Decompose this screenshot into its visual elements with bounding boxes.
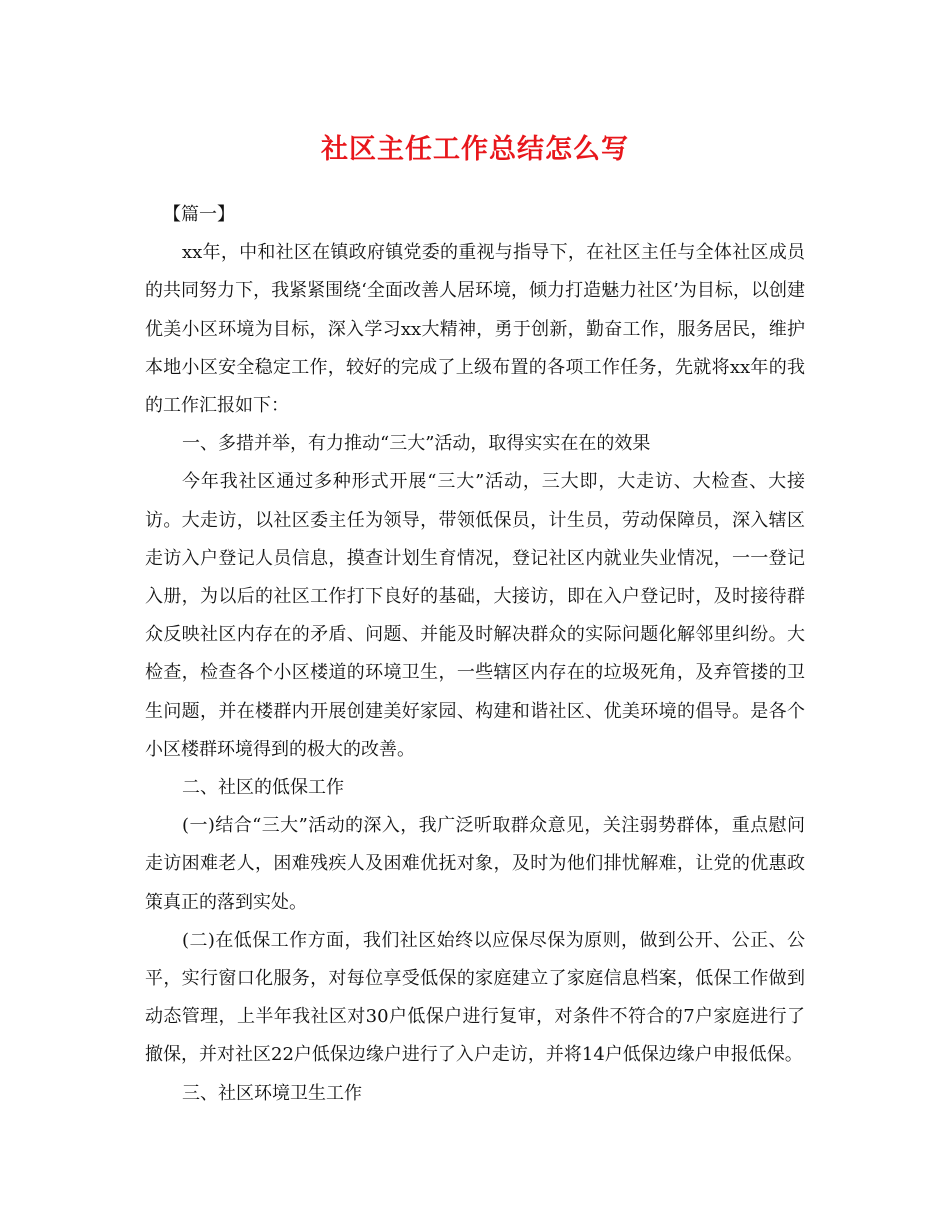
paragraph-subsistence-1: (一)结合“三大”活动的深入，我广泛听取群众意见，关注弱势群体，重点慰问走访困难老人，困难残疾人及困难优抚对象，及时为他们排忧解难，让党的优惠政策真正的落到实处。 <box>145 815 805 913</box>
heading-section-1: 一、多措并举，有力推动“三大”活动，取得实实在在的效果 <box>182 433 651 455</box>
paragraph-intro: xx年，中和社区在镇政府镇党委的重视与指导下，在社区主任与全体社区成员的共同努力下，我紧紧围绕‘全面改善人居环境，倾力打造魅力社区’为目标，以创建优美小区环境为目标，深入学习xx大精神，勇于创新，勤奋工作，服务居民，维护本地小区安全稳定工作，较好的完成了上级布置的各项工作任务，先就将xx年的我的工作汇报如下： <box>145 242 805 417</box>
paragraph-subsistence-2: (二)在低保工作方面，我们社区始终以应保尽保为原则，做到公开、公正、公平，实行窗口化服务，对每位享受低保的家庭建立了家庭信息档案，低保工作做到动态管理，上半年我社区对30户低保户进行复审，对条件不符合的7户家庭进行了撤保，并对社区22户低保边缘户进行了入户走访，并将14户低保边缘户申报低保。 <box>145 929 805 1066</box>
heading-section-2: 二、社区的低保工作 <box>182 777 344 799</box>
heading-section-3: 三、社区环境卫生工作 <box>182 1082 362 1104</box>
document-body <box>145 196 805 1113</box>
document-title: 社区主任工作总结怎么写 <box>321 134 629 165</box>
paragraph-three-major-activities: 今年我社区通过多种形式开展“三大”活动，三大即，大走访、大检查、大接访。大走访，以社区委主任为领导，带领低保员，计生员，劳动保障员，深入辖区走访入户登记人员信息，摸查计划生育情况，登记社区内就业失业情况，一一登记入册，为以后的社区工作打下良好的基础，大接访，即在入户登记时，及时接待群众反映社区内存在的矛盾、问题、并能及时解决群众的实际问题化解邻里纠纷。大检查，检查各个小区楼道的环境卫生，一些辖区内存在的垃圾死角，及弃管搂的卫生问题，并在楼群内开展创建美好家园、构建和谐社区、优美环境的倡导。是各个小区楼群环境得到的极大的改善。 <box>145 471 805 760</box>
section-label: 【篇一】 <box>163 204 235 225</box>
